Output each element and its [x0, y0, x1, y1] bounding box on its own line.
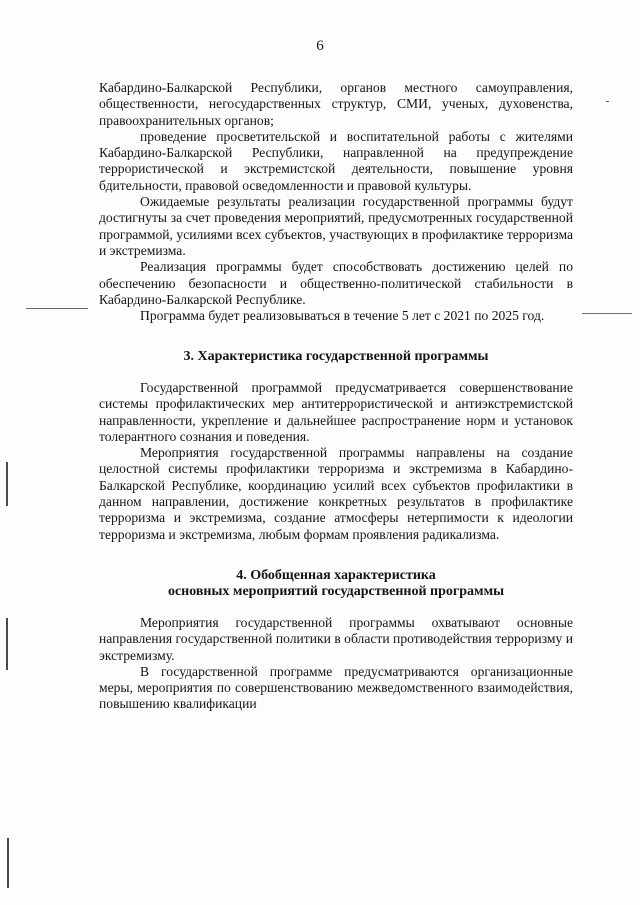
- paragraph-stakeholders: Кабардино-Балкарской Республики, органов местного самоуправления, общественности, негосударственных структур, СМИ, ученых, духовенства, правоохранительных органов;: [99, 80, 573, 128]
- page-number: 6: [316, 38, 324, 54]
- section-3-paragraph: Государственной программой предусматривается совершенствование системы профилактических мер антитеррористической и антиэкстремистской направленности, укрепление и дальнейшее распространение норм и установок толерантного сознания и поведения.: [99, 379, 573, 444]
- section-4-paragraph: Мероприятия государственной программы охватывают основные направления государственной политики в области противодействия терроризму и экстремизму.: [99, 614, 573, 663]
- section-3-heading: 3. Характеристика государственной программы: [183, 349, 489, 365]
- section-4-heading-line-2: основных мероприятий государственной программы: [167, 584, 505, 600]
- scan-line-right: [582, 313, 632, 314]
- paragraph-expected-results: Ожидаемые результаты реализации государственной программы будут достигнуты за счет проведения мероприятий, предусмотренных государственной программой, усилиями всех субъектов, участвующих в профилактике терроризма и экстремизма.: [99, 194, 573, 258]
- paragraph-program-goals: Реализация программы будет способствовать достижению целей по обеспечению безопасности и общественно-политической стабильности в Кабардино-Балкарской Республике.: [99, 259, 573, 307]
- section-4-paragraph: В государственной программе предусматриваются организационные меры, мероприятия по совершенствованию межведомственного взаимодействия, повышению квалификации: [99, 663, 573, 712]
- section-4-heading-line-1: 4. Обобщенная характеристика: [236, 567, 436, 583]
- section-3-paragraph: Мероприятия государственной программы направлены на создание целостной системы профилактики терроризма и экстремизма в Кабардино-Балкарской Республике, координацию усилий всех субъектов профилактики в данном направлении, достижение конкретных результатов в профилактике терроризма и экстремизма, создание атмосферы нетерпимости к идеологии терроризма и экстремизма, любым формам проявления радикализма.: [99, 445, 573, 542]
- scan-line-left: [26, 308, 88, 309]
- scan-dot: [606, 101, 609, 102]
- scan-mark: [6, 618, 8, 670]
- document-body: [99, 80, 573, 713]
- scan-mark: [6, 462, 8, 506]
- paragraph-program-period: Программа будет реализовываться в течение 5 лет с 2021 по 2025 год.: [140, 308, 545, 324]
- scan-mark: [7, 838, 9, 888]
- paragraph-outreach: проведение просветительской и воспитательной работы с жителями Кабардино-Балкарской Республики, направленной на предупреждение террористической и экстремистской деятельности, повышение уровня бдительности, правовой осведомленности и правовой культуры.: [99, 128, 573, 193]
